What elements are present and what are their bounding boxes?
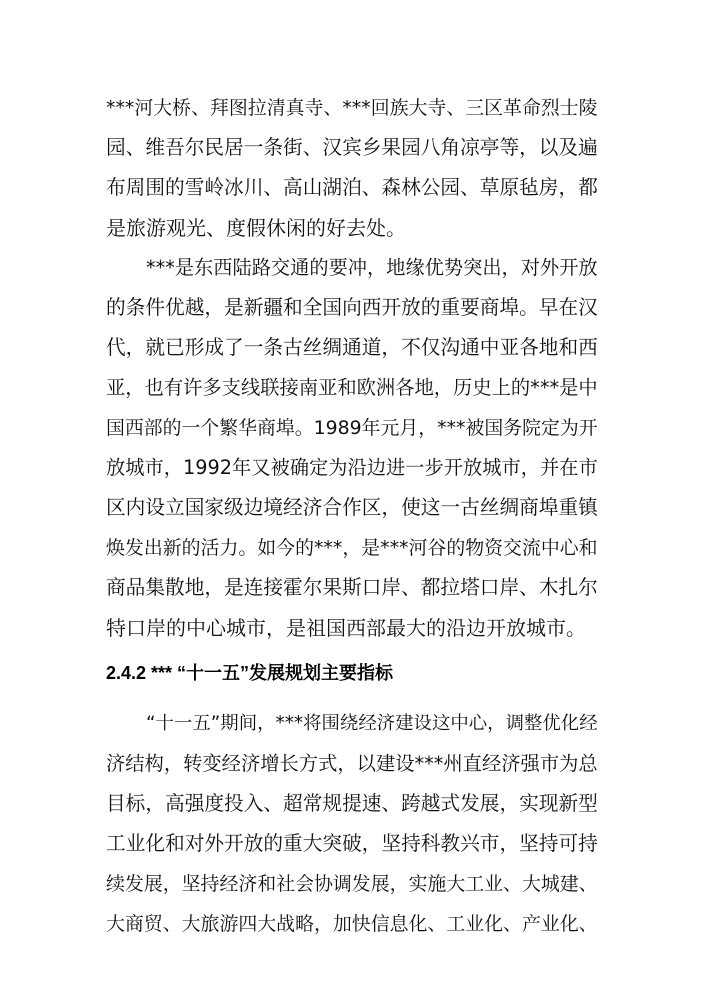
- paragraph2-line-1: ***是东西陆路交通的要冲，地缘优势突出，对外开放: [146, 256, 598, 279]
- paragraph2-line-5: 国西部的一个繁华商埠。1989年元月，***被国务院定为开: [106, 417, 598, 439]
- paragraph1-line-3: 布周围的雪岭冰川、高山湖泊、森林公园、草原毡房，都: [106, 176, 598, 199]
- paragraph3-line-3: 目标，高强度投入、超常规提速、跨越式发展，实现新型: [106, 792, 598, 815]
- paragraph2-line-10: 特口岸的中心城市，是祖国西部最大的沿边开放城市。: [106, 616, 586, 640]
- paragraph2-line-7: 区内设立国家级边境经济合作区，使这一古丝绸商埠重镇: [106, 496, 598, 519]
- paragraph3-line-2: 济结构，转变经济增长方式，以建设***州直经济强市为总: [106, 752, 598, 775]
- paragraph1-line-1: ***河大桥、拜图拉清真寺、***回族大寺、三区革命烈士陵: [106, 97, 598, 119]
- paragraph3-line-1: “十一五”期间，***将围绕经济建设这中心，调整优化经: [146, 713, 598, 734]
- section-heading: 2.4.2 *** “十一五”发展规划主要指标: [106, 663, 394, 683]
- paragraph1-line-2: 园、维吾尔民居一条街、汉宾乡果园八角凉亭等，以及遍: [106, 136, 598, 159]
- paragraph2-line-2: 的条件优越，是新疆和全国向西开放的重要商埠。早在汉: [106, 296, 598, 319]
- paragraph2-line-4: 亚，也有许多支线联接南亚和欧洲各地，历史上的***是中: [106, 376, 598, 399]
- paragraph1-line-4: 是旅游观光、度假休闲的好去处。: [106, 216, 406, 240]
- paragraph2-line-8: 焕发出新的活力。如今的***，是***河谷的物资交流中心和: [106, 537, 598, 559]
- paragraph3-line-6: 大商贸、大旅游四大战略，加快信息化、工业化、产业化、: [106, 913, 598, 935]
- paragraph2-line-3: 代，就已形成了一条古丝绸通道，不仅沟通中亚各地和西: [106, 336, 598, 359]
- paragraph2-line-9: 商品集散地，是连接霍尔果斯口岸、都拉塔口岸、木扎尔: [106, 576, 598, 599]
- paragraph2-line-6: 放城市，1992年又被确定为沿边进一步开放城市，并在市: [106, 456, 598, 479]
- paragraph3-line-5: 续发展，坚持经济和社会协调发展，实施大工业、大城建、: [106, 873, 598, 895]
- paragraph3-line-4: 工业化和对外开放的重大突破，坚持科教兴市，坚持可持: [106, 832, 598, 855]
